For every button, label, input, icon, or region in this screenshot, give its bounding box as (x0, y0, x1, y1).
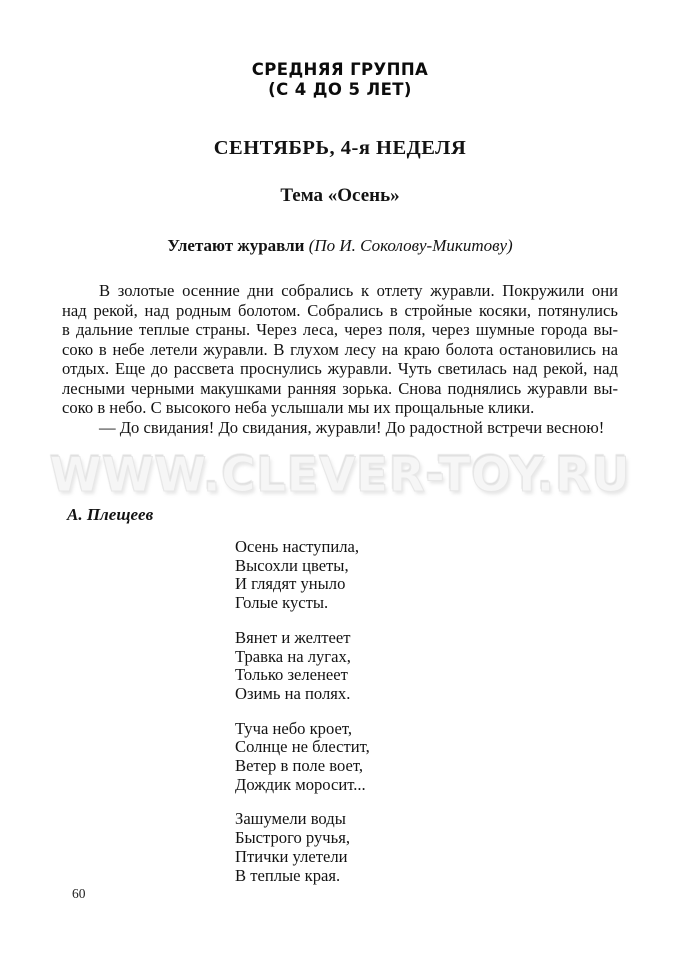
story-line: — До свидания! До свидания, журавли! До радостной встречи весною! (99, 417, 605, 437)
story-source-attribution: (По И. Соколову-Микитову) (308, 236, 513, 255)
story-line: В золотые осенние дни собрались к отлету журавли. Покружили они (99, 281, 618, 300)
story-line: соко в небо. С высокого неба услышали мы их прощальные клики. (62, 398, 535, 417)
week-title: СЕНТЯБРЬ, 4-я НЕДЕЛЯ (213, 137, 467, 159)
poem-line: И глядят уныло (235, 574, 346, 594)
story-title (62, 236, 618, 256)
poem-stanza (235, 538, 618, 613)
poem-line: Солнце не блестит, (235, 737, 370, 757)
poem-line: Высохли цветы, (235, 555, 349, 575)
poem-line: Вянет и желтеет (235, 627, 351, 647)
story-line: отдых. Еще до рассвета проснулись журавли. Чуть светилась над рекой, над (62, 359, 618, 378)
poem-line: Озимь на полях. (235, 683, 351, 703)
poem (235, 538, 618, 885)
group-header-line1: СРЕДНЯЯ ГРУППА (251, 60, 429, 79)
story-line: лесными черными макушками ранняя зорька. Снова поднялись журавли вы- (62, 378, 618, 398)
poem-line: Дождик моросит... (235, 774, 366, 794)
story-paragraph (62, 281, 618, 437)
poem-line: Птички улетели (235, 846, 348, 866)
poem-line: Зашумели воды (235, 809, 346, 829)
poem-stanza (235, 720, 618, 795)
theme-title: Тема «Осень» (280, 185, 400, 206)
site-watermark: WWW.CLEVER-TOY.RU (49, 448, 631, 503)
poem-stanza (235, 810, 618, 885)
story-title-text: Улетают журавли (167, 236, 305, 255)
poem-stanza (235, 629, 618, 704)
poem-line: В теплые края. (235, 865, 341, 885)
story-line: в дальние теплые страны. Через леса, через поля, через шумные города вы- (62, 320, 618, 339)
document-page (62, 0, 618, 960)
poem-line: Только зеленеет (235, 665, 348, 685)
story-line: над рекой, над родным болотом. Собрались в стройные косяки, потянулись (62, 300, 618, 320)
poem-line: Туча небо кроет, (235, 718, 352, 738)
story-line: соко в небе летели журавли. В глухом лесу на краю болота остановились на (62, 339, 618, 359)
poem-line: Травка на лугах, (235, 646, 351, 666)
group-header-line2: (С 4 ДО 5 ЛЕТ) (268, 80, 412, 99)
group-header (62, 60, 618, 100)
page-number: 60 (72, 886, 86, 901)
poem-author: А. Плещеев (67, 505, 154, 524)
poem-line: Осень наступила, (235, 537, 360, 556)
poem-line: Быстрого ручья, (235, 828, 350, 848)
poem-line: Ветер в поле воет, (235, 756, 363, 776)
poem-line: Голые кусты. (235, 593, 329, 613)
